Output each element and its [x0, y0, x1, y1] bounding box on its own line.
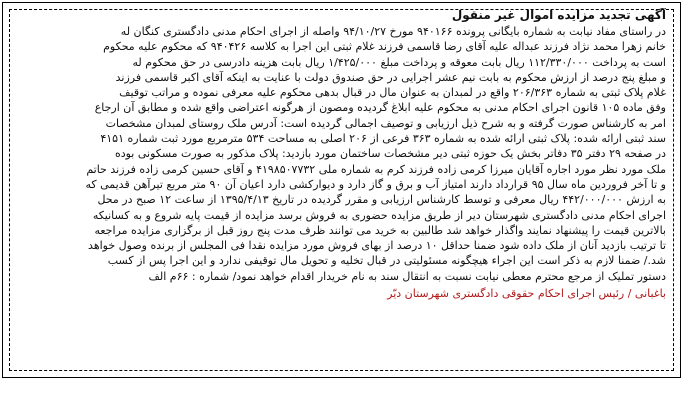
notice-line: در صفحه ۲۹ دفتر ۳۵ دفاتر بخش یک حوزه ثبتی دیر مشخصات ساختمان مورد بازدید: پلاک مذکور به صورت مسکونی بوده [114, 147, 666, 161]
notice-line: غلام پلاک ثبتی به شماره ۲۰۶/۳۶۳ واقع در لمبدان به عنوان مال در قبال بدهی محکوم علیه معرفی نموده و مراتب توقیف [119, 86, 666, 100]
notice-signature: باغبانی / رئیس اجرای احکام حقوقی دادگستری شهرستان دیّر [387, 287, 666, 301]
notice-line: امر به کارشناس صورت گرفته و به شرح ذیل ارزیابی و توصیف اجمالی گردیده است: آدرس ملک روستای لمبدان مشخصات [105, 116, 666, 130]
notice-line: است به پرداخت ۱۱۲/۳۳۰/۰۰۰ ریال بابت معوقه و پرداخت مبلغ ۱/۴۲۵/۰۰۰ ریال بابت هزینه دادرسی در حق محکوم له [132, 55, 666, 69]
notice-line: و مبلغ پنج درصد از ارزش محکوم به بابت نیم عشر اجرایی در حق صندوق دولت با عنایت به اینکه آقای اکبر قاسمی فرزند [115, 70, 666, 84]
notice-line: وفق ماده ۱۰۵ قانون اجرای احکام مدنی به محکوم علیه ابلاغ گردیده ومصون از هرگونه اعتراضی واقع شده و مطابق آن ارجاع [94, 101, 666, 115]
notice-line: تا ترتیب بازدید آنان از ملک داده شود ضمنا حداقل ۱۰ درصد از بهای فروش مورد مزایده نقدا فی المجلس از برنده وصول خواهد [88, 239, 666, 253]
notice-line: و تا آخر فروردین ماه سال ۹۵ قرارداد دارند امتیاز آب و برق و گاز دارد و دیوارکشی دارد اعیان آن ۹۰ متر مربع تیرآهن قدیمی که [85, 177, 666, 191]
notice-content [16, 8, 666, 372]
notice-line: شد./ ضمنا لازم به ذکر است این اجراء هیچگونه مسئولیتی در قبال تخلیه و تحویل مال توقیفی ندارد و این اجرا پس از کسب [107, 254, 666, 268]
notice-line: در راستای مفاد نیابت به شماره بایگانی پرونده ۹۴۰۱۶۶ مورخ ۹۴/۱۰/۲۷ واصله از اجرای احکام مدنی دادگستری کنگان له [120, 25, 666, 38]
notice-line: سند ثبتی ارائه شده: پلاک ثبتی ارائه شده به شماره ۳۶۳ فرعی از ۲۰۶ اصلی به مساحت ۵۳۴ مترمربع مورد ثبت شماره ۴۱۵۱ [100, 132, 666, 146]
notice-line: دستور تملیک از مرجع محترم معطی نیابت نسبت به انتقال سند به نام خریدار اقدام خواهد نمود/ شماره : ۶۶م الف [148, 269, 666, 283]
notice-title: آگهی تجدید مزایده اموال غیر منقول [451, 8, 666, 22]
notice-line: خانم زهرا محمد نژاد فرزند عبداله علیه آقای رضا قاسمی فرزند غلام ثبتی این اجرا به کلاسه ۹۴۰۴۲۶ که محکوم علیه محکوم [103, 40, 666, 54]
notice-line: اجرای احکام مدنی دادگستری شهرستان دیر از طریق مزایده حضوری به فروش برسد مزایده از قیمت پایه شروع و به کسانیکه [92, 208, 666, 222]
notice-line: بالاترین قیمت را پیشنهاد نمایند واگذار خواهد شد طالبین به خرید می توانند ظرف مدت پنج روز قبل از برگزاری مزایده مراجعه [94, 223, 666, 237]
notice-line: به ارزش ۴۴۲/۰۰۰/۰۰۰ ریال معرفی و توسط کارشناس ارزیابی و مقرر گردیده در تاریخ ۱۳۹۵/۴/۱۳ از ساعت ۱۲ صبح در محل [97, 193, 666, 207]
notice-line: ملک مورد نظر مورد اجاره آقایان میرزا کرمی زاده فرزند کرم به شماره ملی ۴۱۹۸۵۰۷۷۳۲ و آقای حسین کرمی زاده فرزند حاتم [86, 162, 666, 176]
